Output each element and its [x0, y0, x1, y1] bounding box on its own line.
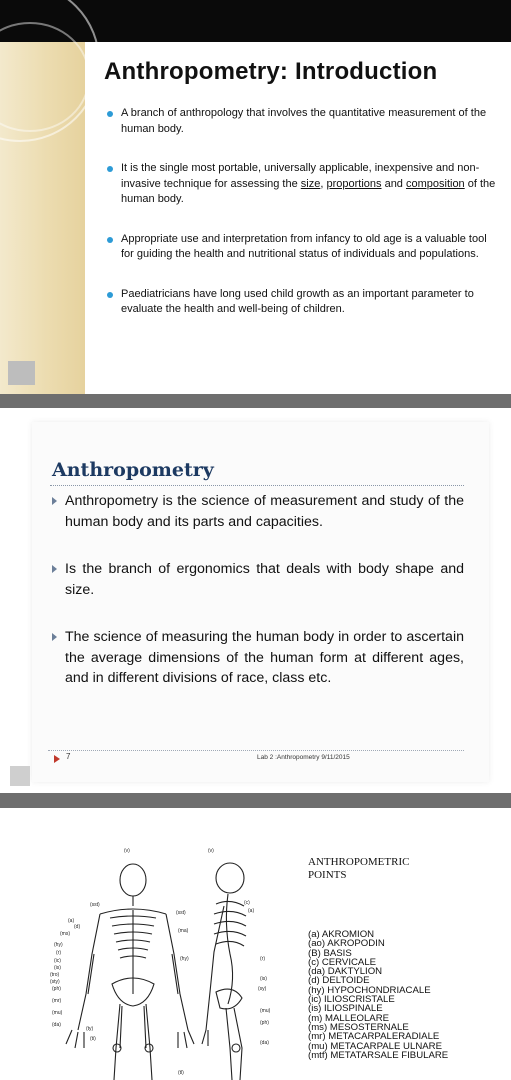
legend-item: (d) DELTOIDE — [308, 975, 370, 987]
label-ph: (ph) — [52, 986, 61, 992]
slide-number-box — [8, 361, 35, 385]
slide-1-title: Anthropometry: Introduction — [104, 58, 438, 85]
slide-divider — [0, 793, 511, 808]
bullet-dot-icon — [107, 111, 113, 117]
title-underline — [50, 485, 464, 486]
label-sst: (sst) — [90, 902, 100, 908]
label-is: (is) — [54, 965, 61, 971]
front-skeleton — [66, 864, 194, 1080]
bullet-item: Paediatricians have long used child growth as an important parameter to evaluate the health and well-being of children. — [107, 287, 497, 318]
label-r: (r) — [260, 956, 265, 962]
label-c: (c) — [244, 900, 250, 906]
legend-item: (m) MALLEOLARE — [308, 1012, 390, 1024]
anthropometric-points-legend — [308, 930, 448, 1060]
page-arrow-icon — [54, 755, 60, 763]
bullet-dot-icon — [107, 237, 113, 243]
label-ph: (ph) — [260, 1020, 269, 1026]
label-d: (d) — [74, 924, 81, 930]
slide-3[interactable] — [0, 808, 511, 1080]
slide-1[interactable] — [0, 42, 511, 394]
bullet-arrow-icon — [52, 565, 57, 573]
bullet-item: Is the branch of ergonomics that deals with body shape and size. — [52, 559, 464, 600]
legend-item: (mr) METACARPALERADIALE — [308, 1031, 440, 1043]
skeleton-figure — [28, 834, 300, 1080]
bullet-item: Appropriate use and interpretation from infancy to old age is a valuable tool for guiding the health and nutritional status of individuals and populations. — [107, 232, 497, 263]
label-ma: (ma) — [178, 928, 189, 934]
label-is: (is) — [260, 976, 267, 982]
label-hy: (hy) — [54, 942, 63, 948]
label-sy: (sy) — [258, 986, 267, 992]
bullet-arrow-icon — [52, 497, 57, 505]
side-skeleton — [202, 863, 246, 1080]
legend-item: (c) CERVICALE — [308, 956, 377, 968]
legend-item: (B) BASIS — [308, 947, 352, 959]
label-ms: (ms) — [60, 931, 70, 937]
label-ty: (ty) — [86, 1026, 94, 1032]
bullet-dot-icon — [107, 166, 113, 172]
label-ic: (ic) — [54, 958, 61, 964]
slide-number-box — [10, 766, 30, 786]
label-da: (da) — [260, 1040, 269, 1046]
slide-3-title: ANTHROPOMETRIC POINTS — [308, 856, 410, 881]
slide-1-decorative-panel — [0, 42, 85, 394]
legend-item: (a) AKROMION — [308, 929, 375, 940]
label-a: (a) — [68, 918, 75, 924]
label-mu: (mu) — [52, 1010, 63, 1016]
label-tro: (tro) — [50, 972, 60, 978]
bullet-item: A branch of anthropology that involves the quantitative measurement of the human body. — [107, 106, 497, 137]
bullet-dot-icon — [107, 292, 113, 298]
label-a: (a) — [248, 908, 255, 914]
legend-item: (hy) HYPOCHONDRIACALE — [308, 984, 431, 996]
slide-2-title: Anthropometry — [52, 459, 214, 481]
label-sty: (sty) — [50, 979, 60, 985]
legend-item: (mtf) METATARSALE FIBULARE — [308, 1049, 449, 1061]
slide-2-bullet-list — [52, 491, 464, 689]
slide-divider — [0, 394, 511, 408]
bullet-arrow-icon — [52, 633, 57, 641]
slide-2[interactable] — [0, 408, 511, 793]
legend-item: (ao) AKROPODIN — [308, 938, 385, 950]
slide-footer: Lab 2 :Anthropometry 9/11/2015 — [257, 754, 350, 761]
bullet-item: It is the single most portable, universally applicable, inexpensive and non-invasive technique for assessing the size, proportions and composition of the human body. — [107, 161, 497, 208]
slide-1-bullet-list — [107, 106, 497, 318]
label-v: (v) — [124, 848, 130, 854]
label-da: (da) — [52, 1022, 61, 1028]
legend-item: (ic) ILIOSCRISTALE — [308, 994, 395, 1006]
label-ti: (ti) — [90, 1036, 96, 1042]
label-hy: (hy) — [180, 956, 189, 962]
legend-item: (da) DAKTYLION — [308, 966, 383, 978]
bullet-item: Anthropometry is the science of measurement and study of the human body and its parts and capacities. — [52, 491, 464, 532]
page-number: 7 — [66, 752, 71, 761]
bullet-item: The science of measuring the human body in order to ascertain the average dimensions of the human form at different ages, and in different divisions of race, class etc. — [52, 627, 464, 689]
legend-item: (ms) MESOSTERNALE — [308, 1021, 409, 1033]
label-sst: (sst) — [176, 910, 186, 916]
legend-item: (is) ILIOSPINALE — [308, 1003, 383, 1015]
legend-item: (mu) METACARPALE ULNARE — [308, 1040, 442, 1052]
footer-rule — [48, 750, 464, 751]
label-tl: (tl) — [178, 1070, 184, 1076]
label-mr: (mr) — [52, 998, 62, 1004]
figure-labels — [50, 848, 271, 1076]
label-r: (r) — [56, 950, 61, 956]
label-mu: (mu) — [260, 1008, 271, 1014]
label-v: (v) — [208, 848, 214, 854]
